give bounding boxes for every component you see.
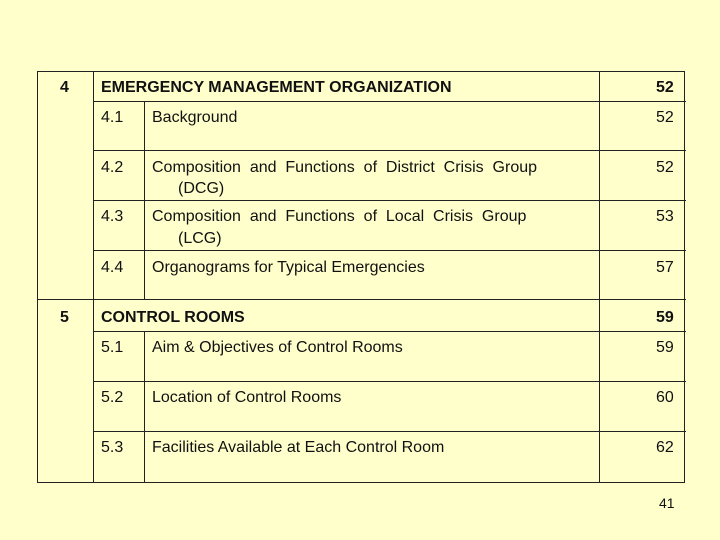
item-title: Organograms for Typical Emergencies <box>152 259 425 276</box>
row-divider <box>93 331 686 332</box>
item-title: Background <box>152 109 238 126</box>
section-number: 5 <box>60 309 69 326</box>
item-number: 5.2 <box>101 389 124 406</box>
item-number: 5.1 <box>101 339 124 356</box>
row-divider <box>93 101 686 102</box>
table-of-contents <box>37 71 685 483</box>
item-title: Facilities Available at Each Control Room <box>152 439 445 456</box>
item-page: 57 <box>656 259 674 276</box>
page-number: 41 <box>659 495 675 511</box>
section-title: CONTROL ROOMS <box>101 309 245 326</box>
item-title: Location of Control Rooms <box>152 389 342 406</box>
item-number: 4.3 <box>101 208 124 225</box>
item-title: Composition and Functions of District Crisis Group <box>152 159 538 176</box>
item-title: Composition and Functions of Local Crisis Group <box>152 208 527 225</box>
item-page: 53 <box>656 208 674 225</box>
item-page: 60 <box>656 389 674 406</box>
row-divider <box>93 150 686 151</box>
section-title: EMERGENCY MANAGEMENT ORGANIZATION <box>101 79 452 96</box>
row-divider <box>38 299 686 300</box>
item-number: 4.4 <box>101 259 124 276</box>
section-page: 52 <box>656 79 674 96</box>
column-divider <box>599 72 600 482</box>
item-page: 59 <box>656 339 674 356</box>
section-number: 4 <box>60 79 69 96</box>
item-number: 4.2 <box>101 159 124 176</box>
item-page: 62 <box>656 439 674 456</box>
section-page: 59 <box>656 309 674 326</box>
row-divider <box>93 431 686 432</box>
item-title: Aim & Objectives of Control Rooms <box>152 339 403 356</box>
row-divider <box>93 381 686 382</box>
item-title-continued: (DCG) <box>178 180 225 197</box>
column-divider <box>144 331 145 482</box>
item-page: 52 <box>656 159 674 176</box>
row-divider <box>93 200 686 201</box>
row-divider <box>93 250 686 251</box>
item-number: 5.3 <box>101 439 124 456</box>
item-number: 4.1 <box>101 109 124 126</box>
column-divider <box>93 72 94 482</box>
item-title-continued: (LCG) <box>178 230 222 247</box>
item-page: 52 <box>656 109 674 126</box>
